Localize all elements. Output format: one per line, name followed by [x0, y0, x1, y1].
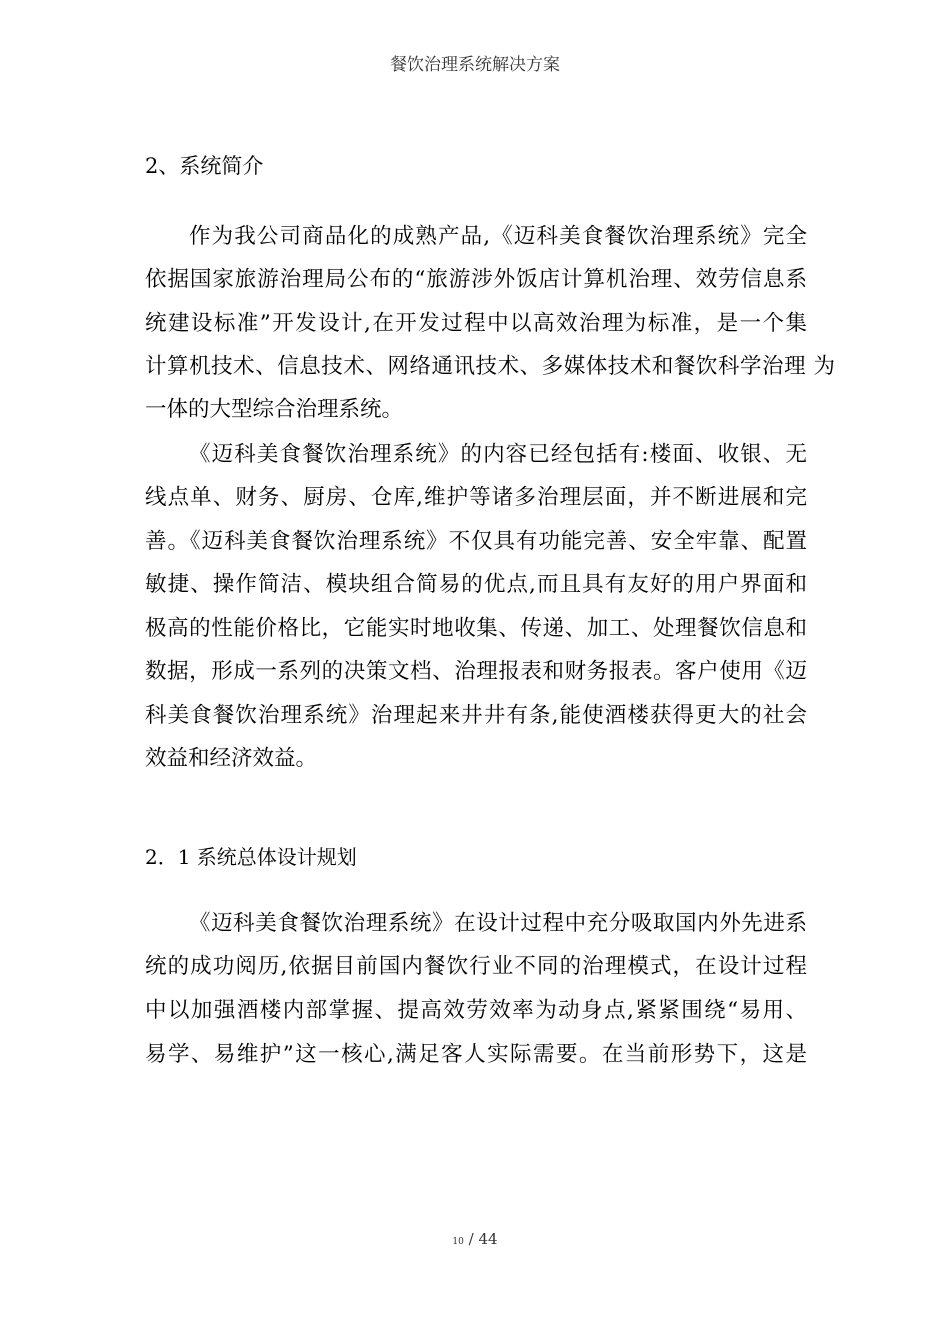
total-pages: 44: [478, 1230, 498, 1248]
text-line: 中以加强酒楼内部掌握、提高效劳效率为动身点,紧紧围绕“易用、: [145, 998, 807, 1023]
current-page: 10: [452, 1237, 464, 1247]
text-line: 易学、易维护”这一核心,满足客人实际需要。在当前形势下，这是: [145, 1042, 807, 1067]
page-separator: /: [463, 1230, 479, 1248]
text-line: 依据国家旅游治理局公布的“旅游涉外饭店计算机治理、效劳信息系: [145, 267, 807, 292]
text-line: 统建设标准”开发设计,在开发过程中以高效治理为标准，是一个集: [145, 311, 807, 336]
text-line: 善。《迈科美食餐饮治理系统》不仅具有功能完善、安全牢靠、配置: [145, 529, 807, 554]
text-line: 作为我公司商品化的成熟产品,《迈科美食餐饮治理系统》完全: [189, 224, 807, 249]
text-line: 敏捷、操作简洁、模块组合简易的优点,而且具有友好的用户界面和: [145, 572, 807, 597]
text-line: 极高的性能价格比，它能实时地收集、传递、加工、处理餐饮信息和: [145, 616, 807, 641]
text-line: 效益和经济效益。: [145, 746, 318, 771]
text-line: 《迈科美食餐饮治理系统》的内容已经包括有:楼面、收银、无: [189, 442, 807, 467]
text-line: 《迈科美食餐饮治理系统》在设计过程中充分吸取国内外先进系: [189, 911, 807, 936]
section-heading: 2、系统简介: [145, 154, 264, 178]
text-line: 线点单、财务、厨房、仓库,维护等诸多治理层面，并不断进展和完: [145, 485, 807, 510]
page-number: [0, 1230, 950, 1248]
text-line: 计算机技术、信息技术、网络通讯技术、多媒体技术和餐饮科学治理 为: [145, 354, 835, 379]
text-line: 统的成功阅历,依据目前国内餐饮行业不同的治理模式，在设计过程: [145, 954, 807, 979]
text-line: 一体的大型综合治理系统。: [145, 397, 404, 422]
subsection-heading: 2．1 系统总体设计规划: [145, 845, 357, 869]
text-line: 科美食餐饮治理系统》治理起来井井有条,能使酒楼获得更大的社会: [145, 703, 807, 728]
page-header: 餐饮治理系统解决方案: [390, 55, 560, 75]
text-line: 数据，形成一系列的决策文档、治理报表和财务报表。客户使用《迈: [145, 659, 807, 684]
